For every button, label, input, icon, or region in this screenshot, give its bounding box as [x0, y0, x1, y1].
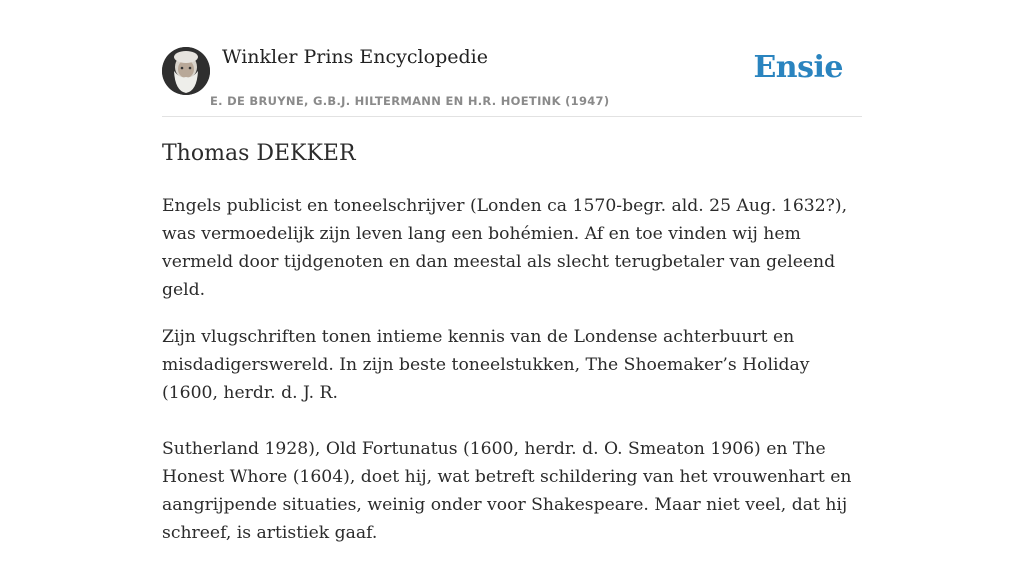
ensie-logo[interactable]: Ensie [753, 50, 843, 85]
article-body [162, 192, 862, 566]
page [162, 0, 862, 543]
bearded-man-portrait-icon [162, 47, 210, 95]
author-avatar-icon[interactable] [162, 47, 210, 95]
authors-credit: E. DE BRUYNE, G.B.J. HILTERMANN EN H.R. HOETINK (1947) [210, 94, 610, 108]
paragraph-3: Sutherland 1928), Old Fortunatus (1600, herdr. d. O. Smeaton 1906) en The Honest Whore (1604), doet hij, wat betreft schildering van het vrouwenhart en aangrijpende situaties, weinig onder voor Shakespeare. Maar niet veel, dat hij schreef, is artistiek gaaf. [162, 439, 852, 543]
site-title[interactable]: Winkler Prins Encyclopedie [222, 46, 488, 68]
paragraph-1: Engels publicist en toneelschrijver (Londen ca 1570-begr. ald. 25 Aug. 1632?), was vermoedelijk zijn leven lang een bohémien. Af en toe vinden wij hem vermeld door tijdgenoten en dan meestal als slecht terugbetaler van geleend geld. [162, 196, 848, 300]
site-header [162, 0, 862, 117]
paragraph-2: Zijn vlugschriften tonen intieme kennis van de Londense achterbuurt en misdadigerswereld. In zijn beste toneelstukken, The Shoemaker’s Holiday (1600, herdr. d. J. R. [162, 327, 810, 403]
article-title: Thomas DEKKER [162, 141, 356, 166]
